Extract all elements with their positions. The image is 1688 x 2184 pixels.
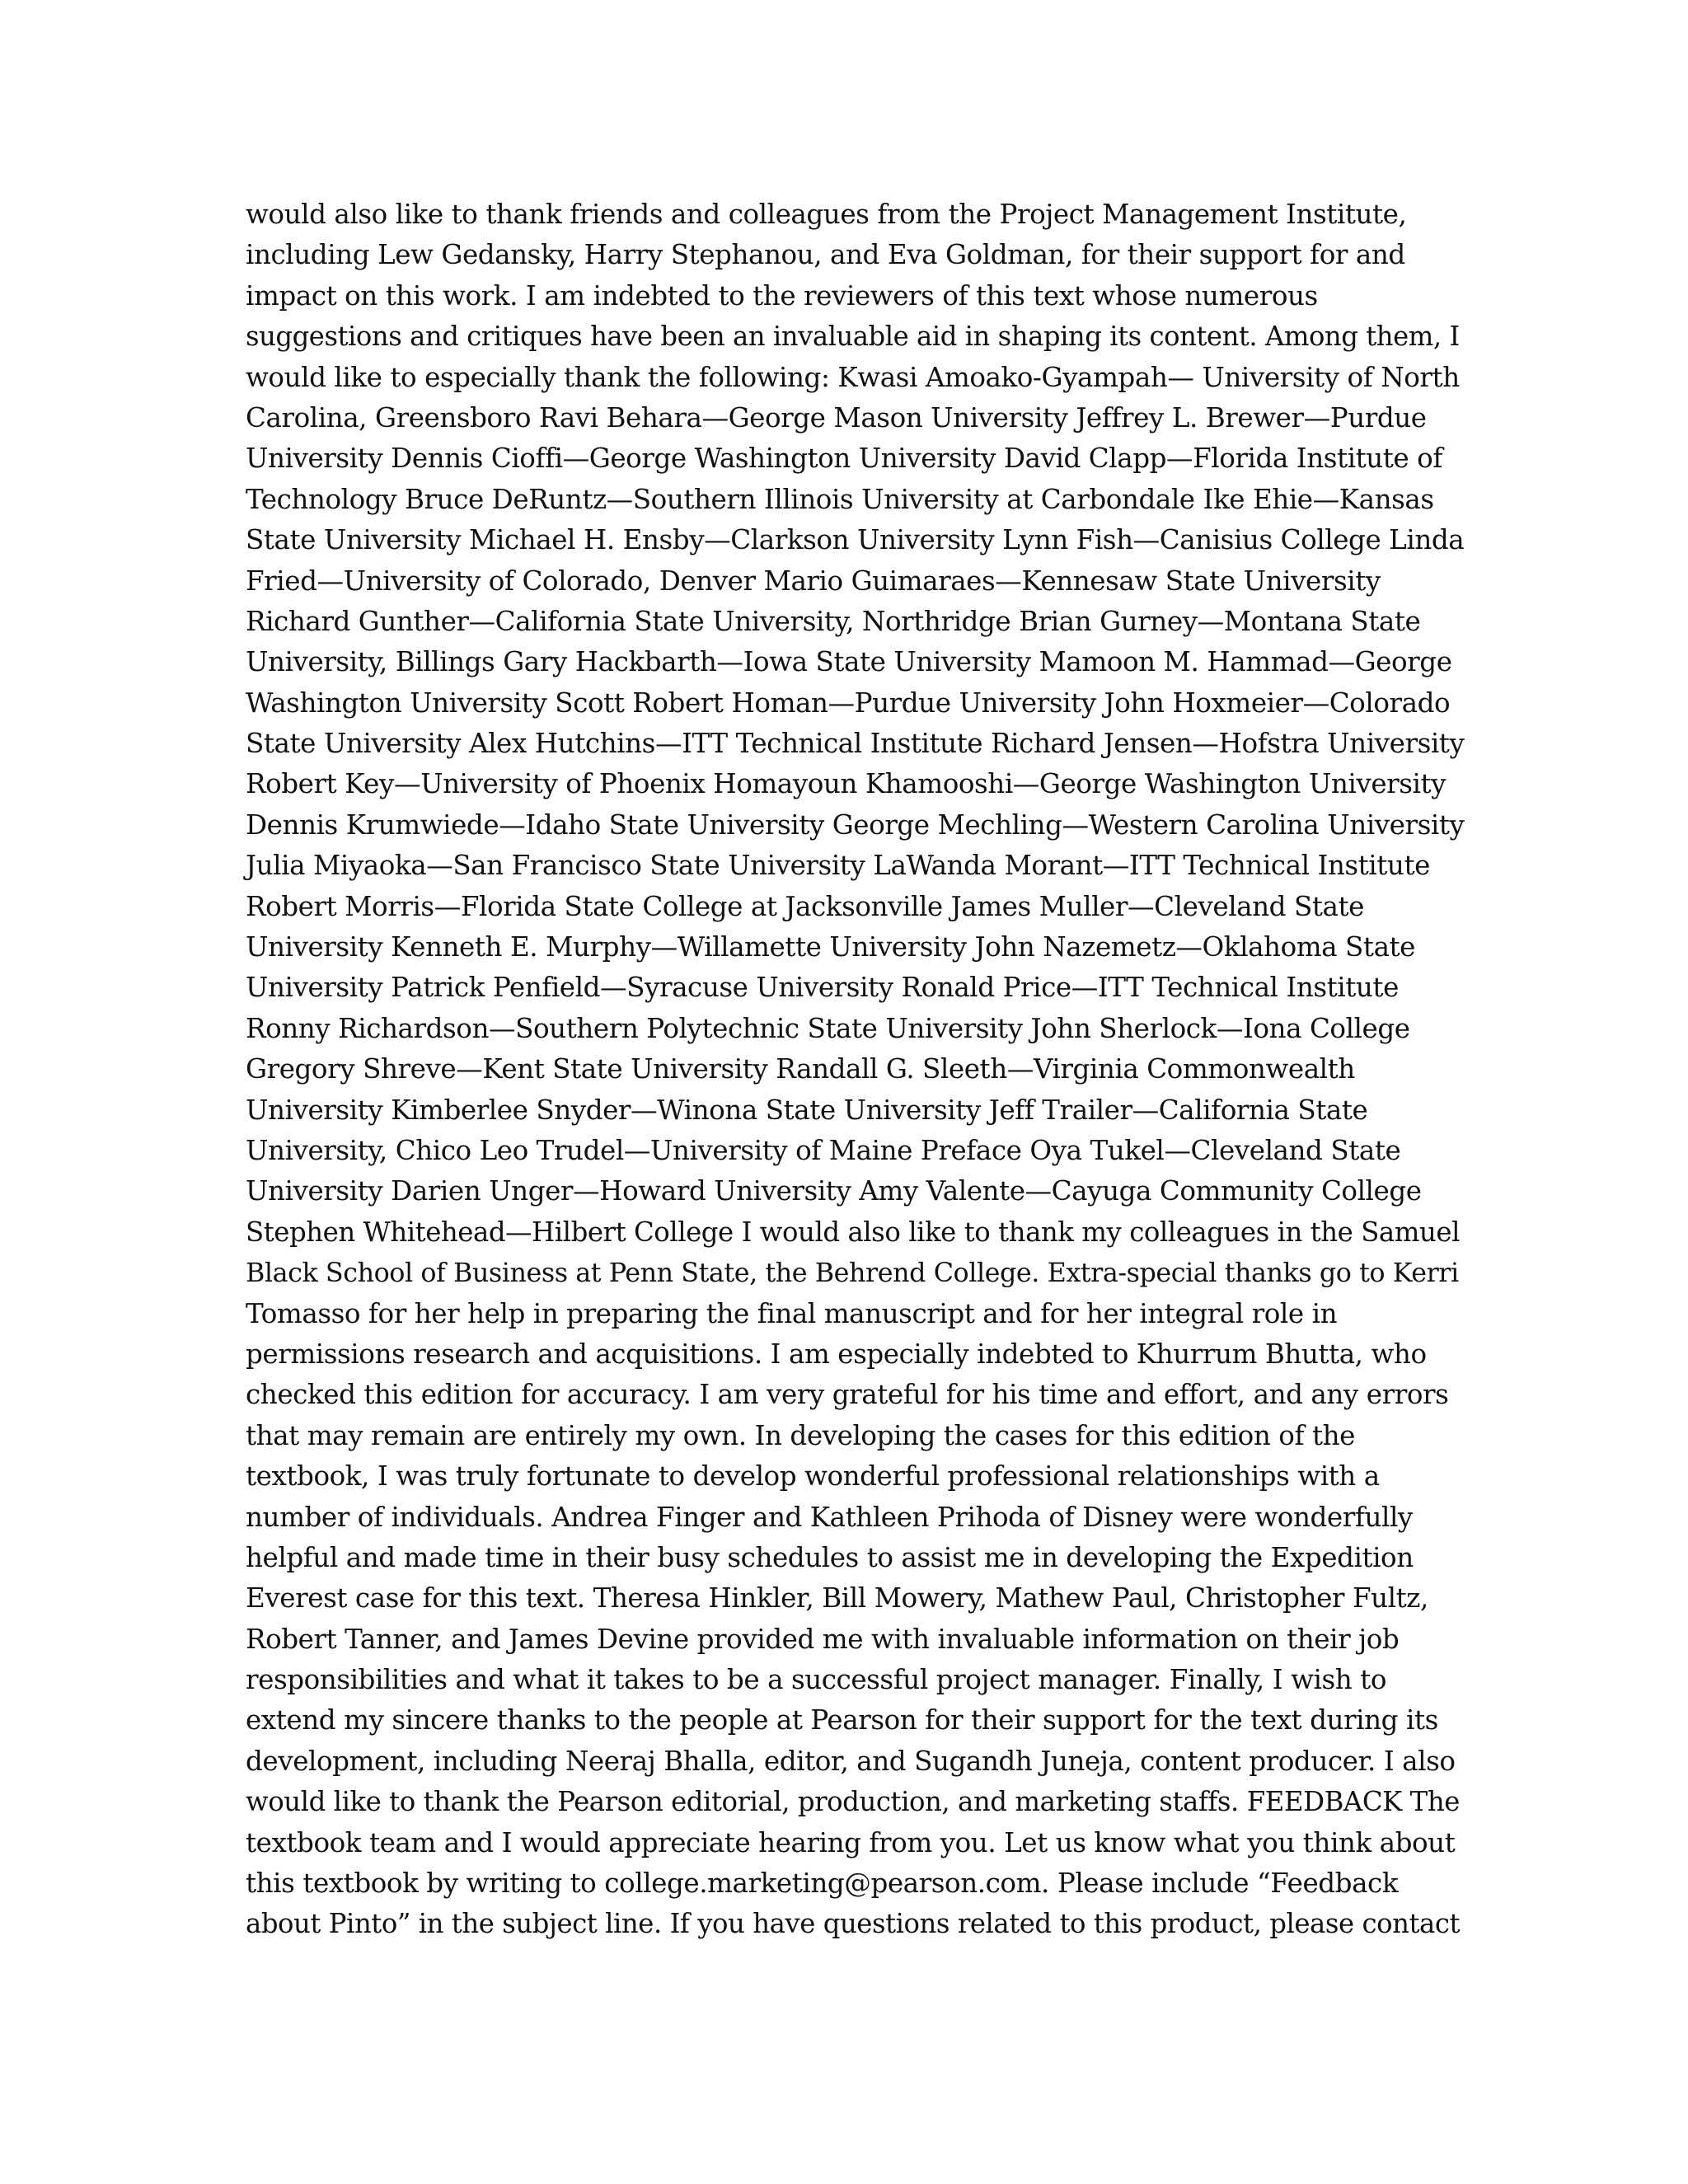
text-line: Robert Tanner, and James Devine provided me with invaluable information on their job bbox=[246, 1623, 1400, 1655]
text-line: helpful and made time in their busy schedules to assist me in developing the Expedition bbox=[246, 1541, 1414, 1573]
text-line: University Patrick Penfield—Syracuse University Ronald Price—ITT Technical Institute bbox=[246, 972, 1399, 1004]
text-line: Gregory Shreve—Kent State University Randall G. Sleeth—Virginia Commonwealth bbox=[246, 1053, 1355, 1085]
text-line: Fried—University of Colorado, Denver Mario Guimaraes—Kennesaw State University bbox=[246, 565, 1381, 597]
text-line: checked this edition for accuracy. I am very grateful for his time and effort, and any errors bbox=[246, 1379, 1449, 1411]
text-line: impact on this work. I am indebted to the reviewers of this text whose numerous bbox=[246, 279, 1318, 312]
text-line: Robert Morris—Florida State College at Jacksonville James Muller—Cleveland State bbox=[246, 890, 1364, 922]
text-line: University Kenneth E. Murphy—Willamette University John Nazemetz—Oklahoma State bbox=[246, 931, 1416, 963]
body-text bbox=[246, 194, 1465, 1945]
text-line: University, Billings Gary Hackbarth—Iowa State University Mamoon M. Hammad—George bbox=[246, 646, 1452, 678]
text-line: Stephen Whitehead—Hilbert College I would also like to thank my colleagues in the Samuel bbox=[246, 1216, 1460, 1248]
text-line: about Pinto” in the subject line. If you have questions related to this product, please contact bbox=[246, 1908, 1461, 1940]
text-line: State University Alex Hutchins—ITT Technical Institute Richard Jensen—Hofstra University bbox=[246, 728, 1465, 760]
text-line: suggestions and critiques have been an invaluable aid in shaping its content. Among them, I bbox=[246, 321, 1460, 353]
text-line: University, Chico Leo Trudel—University of Maine Preface Oya Tukel—Cleveland State bbox=[246, 1134, 1401, 1166]
text-line: Black School of Business at Penn State, the Behrend College. Extra-special thanks go to Kerri bbox=[246, 1258, 1459, 1289]
text-line: Washington University Scott Robert Homan—Purdue University John Hoxmeier—Colorado bbox=[246, 687, 1451, 719]
text-line: responsibilities and what it takes to be a successful project manager. Finally, I wish to bbox=[246, 1664, 1386, 1696]
text-line: Everest case for this text. Theresa Hinkler, Bill Mowery, Mathew Paul, Christopher Fultz, bbox=[246, 1582, 1428, 1615]
text-line: would like to especially thank the following: Kwasi Amoako-Gyampah— University of North bbox=[246, 361, 1460, 393]
text-line: Richard Gunther—California State University, Northridge Brian Gurney—Montana State bbox=[246, 605, 1421, 637]
text-line: University Darien Unger—Howard University Amy Valente—Cayuga Community College bbox=[246, 1175, 1422, 1207]
text-line: that may remain are entirely my own. In developing the cases for this edition of the bbox=[246, 1419, 1355, 1451]
text-line: Dennis Krumwiede—Idaho State University George Mechling—Western Carolina University bbox=[246, 808, 1465, 841]
text-line: Ronny Richardson—Southern Polytechnic State University John Sherlock—Iona College bbox=[246, 1012, 1410, 1044]
text-line: number of individuals. Andrea Finger and Kathleen Prihoda of Disney were wonderfully bbox=[246, 1501, 1413, 1533]
text-line: would like to thank the Pearson editorial, production, and marketing staffs. FEEDBACK The bbox=[246, 1786, 1460, 1818]
text-line: Robert Key—University of Phoenix Homayoun Khamooshi—George Washington University bbox=[246, 768, 1447, 800]
text-line: extend my sincere thanks to the people at Pearson for their support for the text during its bbox=[246, 1704, 1438, 1736]
text-line: Tomasso for her help in preparing the final manuscript and for her integral role in bbox=[246, 1297, 1338, 1329]
text-line: permissions research and acquisitions. I am especially indebted to Khurrum Bhutta, who bbox=[246, 1338, 1427, 1370]
text-line: Technology Bruce DeRuntz—Southern Illinois University at Carbondale Ike Ehie—Kansas bbox=[246, 483, 1434, 515]
text-line: including Lew Gedansky, Harry Stephanou, and Eva Goldman, for their support for and bbox=[246, 239, 1405, 271]
text-line: University Dennis Cioffi—George Washington University David Clapp—Florida Institute of bbox=[246, 443, 1442, 475]
text-line: State University Michael H. Ensby—Clarkson University Lynn Fish—Canisius College Linda bbox=[246, 524, 1465, 556]
text-line: this textbook by writing to college.marketing@pearson.com. Please include “Feedback bbox=[246, 1868, 1399, 1900]
text-line: textbook team and I would appreciate hearing from you. Let us know what you think about bbox=[246, 1826, 1456, 1858]
text-line: textbook, I was truly fortunate to develop wonderful professional relationships with a bbox=[246, 1460, 1380, 1493]
text-line: University Kimberlee Snyder—Winona State University Jeff Trailer—California State bbox=[246, 1094, 1368, 1126]
text-line: development, including Neeraj Bhalla, editor, and Sugandh Juneja, content producer. I also bbox=[246, 1745, 1456, 1777]
text-line: Julia Miyaoka—San Francisco State University LaWanda Morant—ITT Technical Institute bbox=[246, 850, 1430, 882]
text-line: Carolina, Greensboro Ravi Behara—George Mason University Jeffrey L. Brewer—Purdue bbox=[246, 401, 1427, 434]
text-line: would also like to thank friends and colleagues from the Project Management Institute, bbox=[246, 199, 1407, 230]
